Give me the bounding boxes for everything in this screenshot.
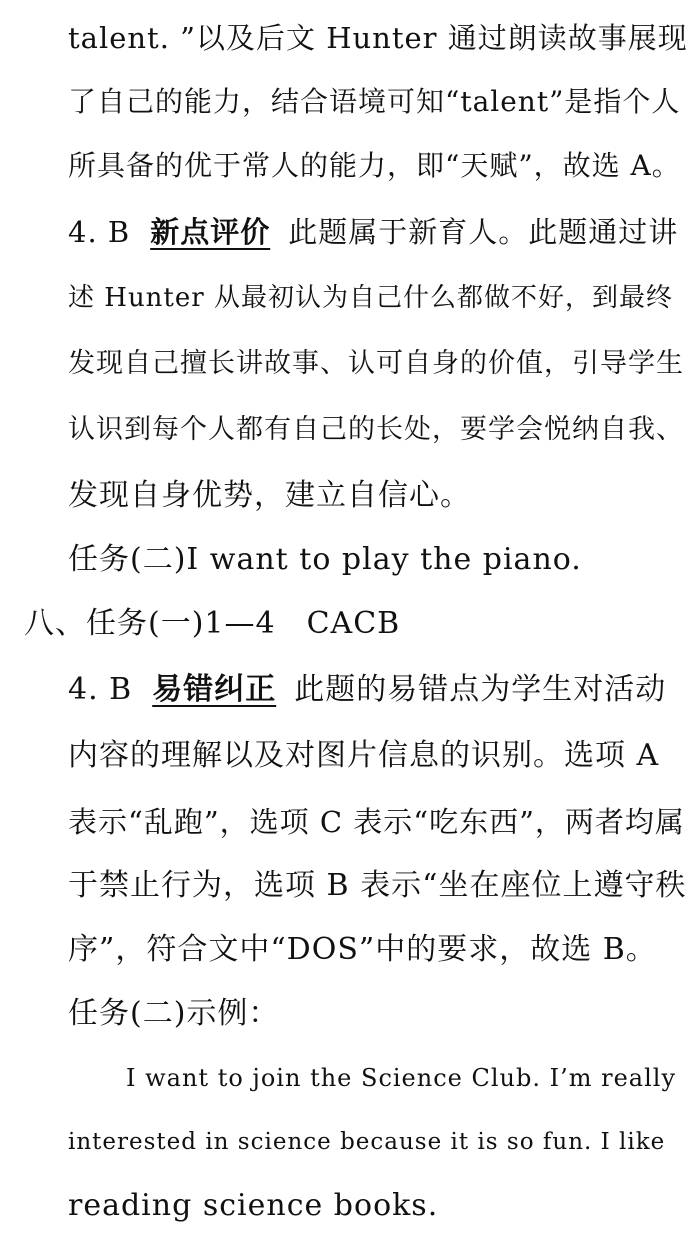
example-line-2: interested in science because it is so fun. I like: [68, 1129, 666, 1155]
p2-line-2: 述 Hunter 从最初认为自己什么都做不好，到最终: [68, 283, 673, 313]
question-number: 4. B: [68, 215, 131, 249]
p1-line-3: 所具备的优于常人的能力，即“天赋”，故选 A。: [68, 149, 681, 182]
p2-line-4: 认识到每个人都有自己的长处，要学会悦纳自我、: [68, 414, 684, 445]
example-line-1: I want to join the Science Club. I’m really: [126, 1064, 676, 1092]
p2-line-5: 发现自身优势，建立自信心。: [68, 478, 471, 513]
p3-line-1: [68, 670, 666, 710]
p3-line-4: 于禁止行为，选项 B 表示“坐在座位上遵守秩: [68, 868, 687, 903]
p1-line-1: talent. ”以及后文 Hunter 通过朗读故事展现: [68, 21, 688, 55]
p3-line-1-text: 此题的易错点为学生对活动: [294, 672, 667, 707]
p3-line-3: 表示“乱跑”，选项 C 表示“吃东西”，两者均属: [68, 805, 685, 839]
p3-line-2: 内容的理解以及对图片信息的识别。选项 A: [68, 738, 660, 773]
p1-line-2: 了自己的能力，结合语境可知“talent”是指个人: [68, 85, 681, 118]
p2-line-1: [68, 212, 678, 252]
comment-tag: 新点评价: [150, 215, 271, 249]
example-line-3: reading science books.: [68, 1188, 439, 1223]
task-two-example-label: 任务(二)示例：: [68, 996, 280, 1031]
question-number: 4. B: [68, 672, 133, 707]
p2-line-3: 发现自己擅长讲故事、认可自身的价值，引导学生: [68, 348, 684, 379]
section-eight-heading: 八、任务(一)1—4 CACB: [24, 606, 401, 641]
p3-line-5: 序”，符合文中“DOS”中的要求，故选 B。: [68, 932, 657, 967]
p2-line-1-text: 此题属于新育人。此题通过讲: [288, 215, 679, 249]
task-two-answer: 任务(二)I want to play the piano.: [68, 542, 582, 577]
comment-tag: 易错纠正: [152, 672, 277, 707]
